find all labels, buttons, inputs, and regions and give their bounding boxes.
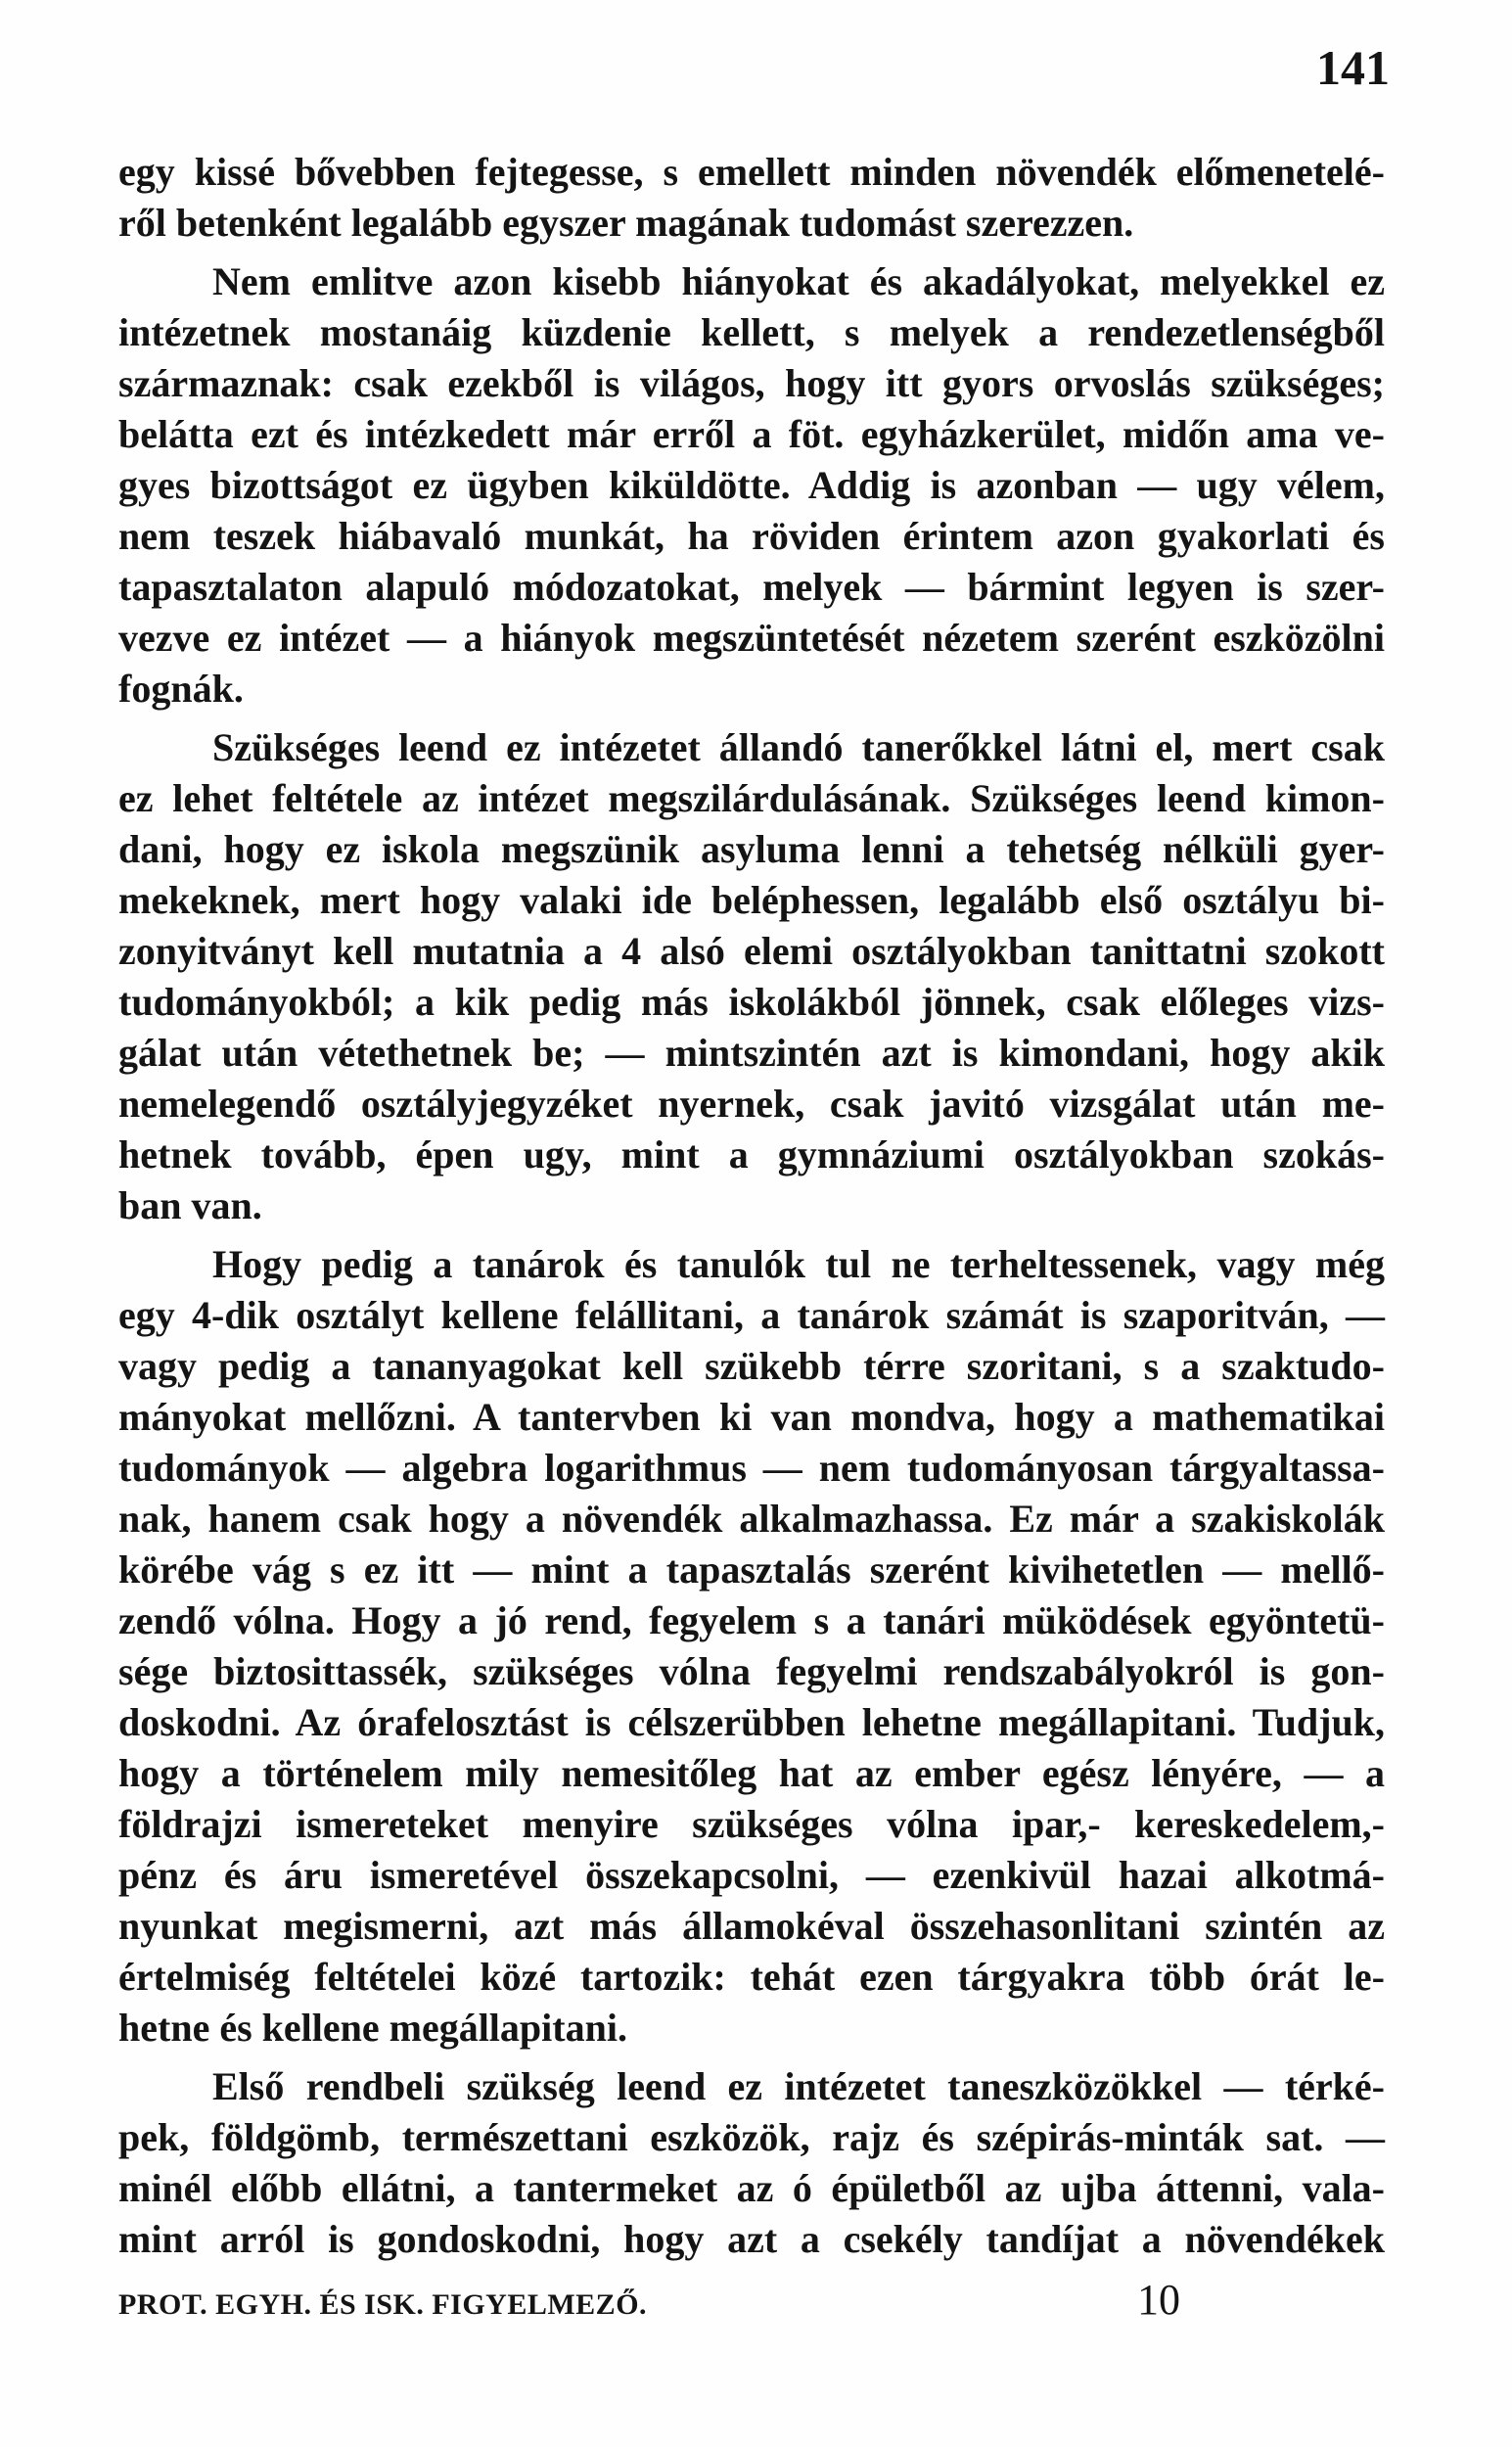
text-line: doskodni. Az órafelosztást is célszerübben lehetne megállapitani. Tudjuk, [118, 1700, 1385, 1744]
text-line: ban van. [118, 1183, 262, 1227]
text-line: pénz és áru ismeretével összekapcsolni, — ezenkivül hazai alkotmá- [118, 1853, 1385, 1897]
text-line: nem teszek hiábavaló munkát, ha röviden érintem azon gyakorlati és [118, 514, 1385, 558]
text-line: ez lehet feltétele az intézet megszilárdulásának. Szükséges leend kimon- [118, 776, 1385, 820]
text-line: vagy pedig a tananyagokat kell szükebb térre szoritani, s a szaktudo- [118, 1344, 1385, 1388]
text-line: gálat után vétethetnek be; — mintszintén azt is kimondani, hogy akik [118, 1031, 1385, 1075]
text-line: nak, hanem csak hogy a növendék alkalmazhassa. Ez már a szakiskolák [118, 1497, 1385, 1541]
text-line: dani, hogy ez iskola megszünik asyluma lenni a tehetség nélküli gyer- [118, 827, 1385, 871]
text-line: nyunkat megismerni, azt más államokéval összehasonlitani szintén az [118, 1904, 1385, 1948]
text-line: Hogy pedig a tanárok és tanulók tul ne terheltessenek, vagy még [212, 1242, 1385, 1286]
text-line: földrajzi ismereteket menyire szükséges vólna ipar,- kereskedelem,- [118, 1802, 1385, 1846]
text-line: zonyitványt kell mutatnia a 4 alsó elemi osztályokban tanittatni szokott [118, 929, 1385, 973]
text-line: hetne és kellene megállapitani. [118, 2006, 627, 2050]
text-line: hetnek tovább, épen ugy, mint a gymnáziumi osztályokban szokás- [118, 1132, 1385, 1177]
text-line: tudományok — algebra logarithmus — nem tudományosan tárgyaltassa- [118, 1446, 1385, 1490]
text-line: Nem emlitve azon kisebb hiányokat és akadályokat, melyekkel ez [212, 259, 1385, 303]
text-line: minél előbb ellátni, a tantermeket az ó épületből az ujba áttenni, vala- [118, 2166, 1385, 2210]
text-line: ről betenként legalább egyszer magának tudomást szerezzen. [118, 201, 1134, 245]
text-line: mányokat mellőzni. A tantervben ki van mondva, hogy a mathematikai [118, 1395, 1385, 1439]
text-line: körébe vág s ez itt — mint a tapasztalás szerént kivihetetlen — mellő- [118, 1547, 1385, 1592]
text-line: Szükséges leend ez intézetet állandó tanerőkkel látni el, mert csak [212, 725, 1385, 769]
text-line: pek, földgömb, természettani eszközök, rajz és szépirás-minták sat. — [118, 2115, 1385, 2159]
text-line: tudományokból; a kik pedig más iskolákból jönnek, csak előleges vizs- [118, 980, 1385, 1024]
text-line: nemelegendő osztályjegyzéket nyernek, csak javitó vizsgálat után me- [118, 1082, 1385, 1126]
text-line: mint arról is gondoskodni, hogy azt a csekély tandíjat a növendékek [118, 2217, 1385, 2261]
text-line: származnak: csak ezekből is világos, hogy itt gyors orvoslás szükséges; [118, 361, 1385, 405]
signature-number: 10 [1137, 2276, 1180, 2324]
text-line: egy kissé bővebben fejtegesse, s emellett minden növendék előmenetelé- [118, 150, 1385, 194]
text-line: hogy a történelem mily nemesitőleg hat az ember egész lényére, — a [118, 1751, 1385, 1795]
text-line: zendő vólna. Hogy a jó rend, fegyelem s a tanári müködések egyöntetü- [118, 1598, 1385, 1642]
text-line: intézetnek mostanáig küzdenie kellett, s melyek a rendezetlenségből [118, 310, 1385, 354]
text-line: fognák. [118, 667, 244, 711]
text-line: belátta ezt és intézkedett már erről a föt. egyházkerület, midőn ama ve- [118, 412, 1385, 456]
signature-label: PROT. EGYH. ÉS ISK. FIGYELMEZŐ. [118, 2288, 648, 2321]
text-line: vezve ez intézet — a hiányok megszüntetését nézetem szerént eszközölni [118, 616, 1385, 660]
text-line: egy 4-dik osztályt kellene felállitani, a tanárok számát is szaporitván, — [118, 1293, 1385, 1337]
text-line: tapasztalaton alapuló módozatokat, melyek — bármint legyen is szer- [118, 565, 1385, 609]
text-line: sége biztosittassék, szükséges vólna fegyelmi rendszabályokról is gon- [118, 1649, 1385, 1693]
text-line: Első rendbeli szükség leend ez intézetet taneszközökkel — térké- [212, 2064, 1385, 2108]
text-line: gyes bizottságot ez ügyben kiküldötte. Addig is azonban — ugy vélem, [118, 463, 1385, 507]
page-number: 141 [1316, 40, 1390, 95]
text-line: mekeknek, mert hogy valaki ide beléphessen, legalább első osztályu bi- [118, 878, 1385, 922]
text-line: értelmiség feltételei közé tartozik: tehát ezen tárgyakra több órát le- [118, 1955, 1385, 1999]
